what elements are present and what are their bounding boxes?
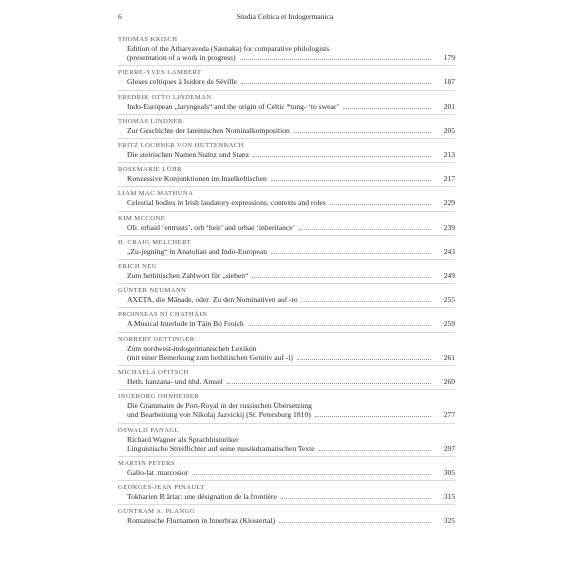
toc-author: ERICH NEU <box>118 263 158 271</box>
toc-title-text: Celestial bodies in Irish laudatory expressions: contexts and roles <box>127 198 326 208</box>
toc-author: GEORGES-JEAN PINAULT <box>118 484 205 492</box>
dot-leader <box>192 473 431 475</box>
toc-author: THOMAS LINDNER <box>118 117 183 125</box>
toc-author: THOMAS KRISCH <box>118 36 178 43</box>
toc-page-number: 187 <box>443 77 455 87</box>
dot-leader <box>252 276 431 278</box>
toc-author: KIM MCCONE <box>118 214 166 222</box>
dot-leader <box>302 300 431 302</box>
toc-title-line <box>118 223 455 232</box>
toc-page-number: 297 <box>443 443 455 453</box>
toc-title-text: (mit einer Bemerkung zum hethitischen Genitiv auf -l) <box>127 352 293 362</box>
toc-entry <box>118 186 455 210</box>
toc-title-line <box>118 174 455 183</box>
dot-leader <box>297 358 431 360</box>
toc-author: PROINSEAS NÍ CHATHÁIN <box>118 311 208 319</box>
toc-author: PIERRE-YVES LAMBERT <box>118 69 202 77</box>
toc-page-number: 325 <box>443 516 455 526</box>
toc-title-text: Zum hethitischen Zahlwort für „sieben“ <box>127 271 249 281</box>
toc-entry <box>118 332 455 365</box>
toc-title-text: Romanische Flurnamen in Innerbraz (Klostertal) <box>127 516 276 526</box>
toc-page-number: 305 <box>443 468 455 478</box>
toc-title-text: Heth. hanzana- und nhd. Amsel <box>127 377 223 387</box>
toc-entry <box>118 480 455 504</box>
dot-leader <box>299 228 431 230</box>
toc-entry <box>118 259 455 283</box>
toc-title-line <box>118 319 455 328</box>
toc-title-line <box>118 295 455 304</box>
toc-page-number: 255 <box>443 295 455 305</box>
toc-entry <box>118 235 455 259</box>
dot-leader <box>315 415 431 417</box>
toc-page-number: 269 <box>443 377 455 387</box>
dot-leader <box>319 449 431 451</box>
toc-author: MICHAELA OFITSCH <box>118 369 189 377</box>
toc-title-text: Die steirischen Namen Stainz und Stanz <box>127 150 250 160</box>
toc-title-line <box>118 150 455 159</box>
toc-entry <box>118 33 455 65</box>
page-number: 6 <box>118 12 122 21</box>
running-title: Studia Celtica et Indogermanica <box>236 12 334 21</box>
toc-page-number: 205 <box>443 125 455 135</box>
toc-page-number: 229 <box>443 198 455 208</box>
toc-entry <box>118 365 455 389</box>
toc-title-line <box>118 126 455 135</box>
toc-entry <box>118 307 455 331</box>
dot-leader <box>294 131 431 133</box>
toc-title-line <box>118 468 455 477</box>
toc-title-text: Linguistische Streiflichter auf seine musikdramatischen Texte <box>127 443 315 453</box>
toc-title-text: OIr. erbaid ‘entrusts’, orb ‘heir’ and orbae ‘inheritance’ <box>127 222 296 232</box>
toc-author: ROSEMARIE LÜHR <box>118 166 182 174</box>
toc-title-text: AXETA, die Mänade, oder: Zu den Nominativen auf -to <box>127 295 298 305</box>
toc-title-text: A Musical Interlude in Táin Bó Froích <box>127 319 244 329</box>
toc-title-line <box>118 344 455 353</box>
toc-page-number: 213 <box>443 150 455 160</box>
toc-title-line <box>118 492 455 501</box>
toc-title-text: Die Grammaire de Port-Royal in der russischen Übersetzung <box>127 401 312 411</box>
toc-title-line <box>118 516 455 525</box>
toc-author: GUNTRAM A. PLANGG <box>118 508 196 516</box>
toc-author: MARTIN PETERS <box>118 460 175 468</box>
toc-title-line <box>118 247 455 256</box>
dot-leader <box>241 82 431 84</box>
toc-entry <box>118 456 455 480</box>
toc-title-text: Gallo-lat. marcosior <box>127 468 189 478</box>
toc-page-number: 277 <box>443 410 455 420</box>
toc-entry <box>118 283 455 307</box>
toc-title-text: Zur Geschichte der lateinischen Nominalkomposition <box>127 125 290 135</box>
toc-title-text: Richard Wagner als Sprachhistoriker <box>127 434 239 444</box>
toc-entry <box>118 389 455 422</box>
dot-leader <box>240 58 431 60</box>
toc-title-line <box>118 444 455 453</box>
dot-leader <box>330 203 431 205</box>
toc-entry <box>118 65 455 89</box>
toc-entry <box>118 114 455 138</box>
toc-author: INGEBORG OHNHEISER <box>118 393 200 401</box>
toc-title-line <box>118 102 455 111</box>
dot-leader <box>271 252 431 254</box>
toc-title-line <box>118 77 455 86</box>
dot-leader <box>281 497 431 499</box>
dot-leader <box>248 324 431 326</box>
toc-title-line <box>118 353 455 362</box>
toc-page-number: 179 <box>443 53 455 63</box>
toc-author: FREDRIK OTTO LINDEMAN <box>118 93 212 101</box>
dot-leader <box>279 521 431 523</box>
toc-page-number: 261 <box>443 352 455 362</box>
table-of-contents <box>118 33 455 529</box>
toc-author: H. CRAIG MELCHERT <box>118 238 192 246</box>
toc-page-number: 249 <box>443 271 455 281</box>
dot-leader <box>343 107 431 109</box>
toc-page-number: 239 <box>443 222 455 232</box>
toc-title-line <box>118 410 455 419</box>
toc-author: GÜNTER NEUMANN <box>118 287 187 295</box>
toc-entry <box>118 504 455 528</box>
toc-author: LIAM MAC MATHÚNA <box>118 190 194 198</box>
toc-title-text: Tokharien B ārtar: une désignation de la frontière <box>127 492 277 502</box>
dot-leader <box>227 382 431 384</box>
toc-title-text: Edition of the Atharvaveda (Saunaka) for comparative philologists <box>127 44 330 53</box>
toc-title-text: (presentation of a work in progress) <box>127 53 236 63</box>
toc-author: NORBERT OETTINGER <box>118 335 195 343</box>
toc-title-line <box>118 377 455 386</box>
toc-page-number: 259 <box>443 319 455 329</box>
toc-entry <box>118 138 455 162</box>
toc-title-line <box>118 435 455 444</box>
toc-page-number: 315 <box>443 492 455 502</box>
toc-title-line <box>118 53 455 62</box>
toc-page-number: 217 <box>443 174 455 184</box>
toc-title-line <box>118 401 455 410</box>
toc-entry <box>118 423 455 456</box>
page-header <box>118 12 452 26</box>
toc-title-line <box>118 271 455 280</box>
toc-entry <box>118 162 455 186</box>
toc-title-text: „Zu-jegning“ in Anatolian and Indo-European <box>127 246 268 256</box>
toc-entry <box>118 211 455 235</box>
toc-author: OSWALD PANAGL <box>118 426 180 434</box>
toc-title-text: Zum nordwest-indogermanischen Lexikon <box>127 343 257 353</box>
dot-leader <box>271 179 431 181</box>
toc-page-number: 243 <box>443 246 455 256</box>
toc-title-text: Gloses celtiques à Isidore de Séville <box>127 77 237 87</box>
toc-title-text: Konzessive Konjunktionen im Inselkeltischen <box>127 174 267 184</box>
toc-author: FRITZ LOCHNER VON HÜTTENBACH <box>118 142 244 150</box>
toc-title-text: und Bearbeitung von Nikolaj Jazvickij (St. Petersburg 1810) <box>127 410 311 420</box>
toc-entry <box>118 90 455 114</box>
toc-title-line <box>118 44 455 53</box>
toc-title-text: Indo-European „laryngeals“ and the origin of Celtic *tung- ‘to swear’ <box>127 101 340 111</box>
toc-title-line <box>118 198 455 207</box>
dot-leader <box>253 155 431 157</box>
toc-page-number: 201 <box>443 101 455 111</box>
